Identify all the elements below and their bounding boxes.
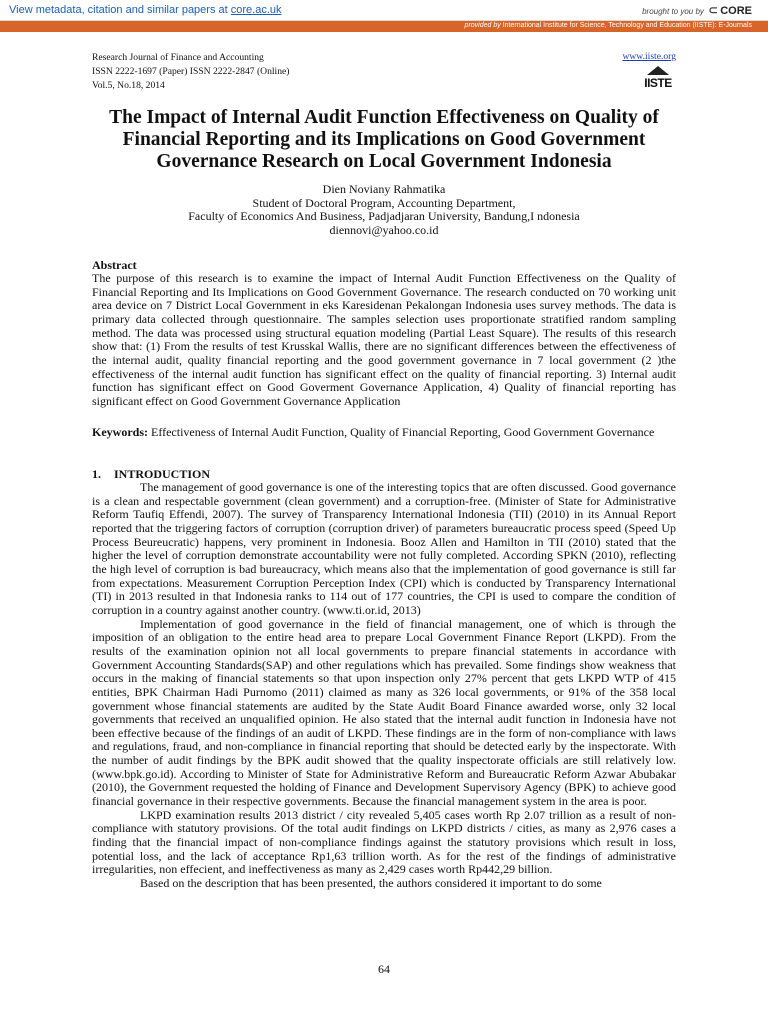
author-name: Dien Noviany Rahmatika [322,182,446,196]
page-number: 64 [378,962,390,976]
abstract-text: The purpose of this research is to examine the impact of Internal Audit Function Effectiveness on the Quality of Financial Reporting and Its Implications on Good Government Governance. The research conducted on 70 working unit area device on 7 District Local Government in eks Karesidenan Pekalongan Indonesia uses survey methods. The data is primary data collected through questionnaire. The samples selection uses proportionate stratified random sampling method. The data was processed using structural equation modeling (Partial Least Square). The results of this research show that: (1) From the results of test Krusskal Wallis, there are no significant differences between the effectiveness of the internal audit, quality financial reporting and the good government governance in 7 local government (2 )the effectiveness of the internal audit function has significant effect on the quality of financial reporting. 3) Internal audit function has significant effect on Good Goverment Governance Application, 4) Quality of financial reporting has significant effect on Good Government Governance Application [92,271,676,408]
core-brought-by [642,3,752,17]
section-title: INTRODUCTION [114,467,211,481]
paragraph: LKPD examination results 2013 district / city revealed 5,405 cases worth Rp 2.07 trillion as a result of non-compliance with statutory provisions. Of the total audit findings on LKPD districts / cities, as many as 2,976 cases a finding that the financial impact of non-compliance findings against the statutory provisions which result in loss, potential loss, and the lack of acceptance Rp1,63 trillion worth. As for the rest of the findings of administrative irregularities, non effecient, and ineffectiveness as many as 2,429 cases worth Rp442,29 billion. [92,807,676,877]
core-metadata-link[interactable] [9,4,282,16]
journal-info [92,51,289,93]
journal-name: Research Journal of Finance and Accounting [92,52,264,63]
author-block [92,183,676,237]
core-site-link[interactable]: core.ac.uk [230,4,282,16]
abstract-heading: Abstract [92,258,137,272]
author-affiliation-1: Student of Doctoral Program, Accounting Department, [252,195,516,210]
journal-issn: ISSN 2222-1697 (Paper) ISSN 2222-2847 (Online) [92,66,290,77]
core-logo-text: CORE [720,5,752,17]
iiste-logo-mark [647,66,669,75]
provider-bar [0,21,768,32]
journal-website-link[interactable]: www.iiste.org [622,51,676,62]
keywords [92,426,676,440]
keywords-text: Effectiveness of Internal Audit Function, Quality of Financial Reporting, Good Government Governance [151,425,655,439]
paragraph: Implementation of good governance in the field of financial management, one of which is through the imposition of an obligation to the entire head area to prepare Local Government Finance Report (LKPD). From the results of the examination opinion not all local governments to prepare financial statements in accordance with Government Accounting Standards(SAP) and other regulations which has prevailed. Some findings show weakness that occurs in the making of financial statements so that upon inspection only 27% percent that gets LKPD WTP of 415 entities, BPK Chairman Hadi Purnomo (2011) claimed as many as 326 local governments, or 91% of the 358 local government whose financial statements are audited by the State Audit Board Finance awarded worse, only 32 local governments that received an unqualified opinion. He also stated that the internal audit function in Indonesia have not been effective because of the findings of an audit of LKPD. These findings are in the form of non-compliance with laws and regulations, fraud, and non-compliance in financial reporting that should be detected early by the inspectorate. With the number of audit findings by the BPK audit showed that the quality inspectorate officials are still relatively low. (www.bpk.go.id). According to Minister of State for Administrative Reform and Bureaucratic Reform Azwar Abubakar (2010), the Government requested the holding of Finance and Development Supervisory Agency (BPK) to achieve good financial governance in their respective governments. Because the financial management system in the area is poor. [92,616,676,809]
journal-volume: Vol.5, No.18, 2014 [92,80,165,91]
core-link-prefix[interactable]: View metadata, citation and similar papers at [9,4,228,16]
core-banner [0,0,768,21]
paper-title: The Impact of Internal Audit Function Effectiveness on Quality of Financial Reporting and its Implications on Good Government Governance Research on Local Government Indonesia [109,107,659,172]
author-affiliation-2: Faculty of Economics And Business, Padjadjaran University, Bandung,I ndonesia [188,209,580,223]
author-email: diennovi@yahoo.co.id [329,222,439,237]
provided-by-label: provided by [464,22,501,29]
introduction-body [92,481,676,891]
brought-to-you-text: brought to you by [642,7,704,16]
provider-name[interactable]: International Institute for Science, Technology and Education (IISTE): E-Journals [502,22,752,29]
paragraph: The management of good governance is one of the interesting topics that are often discussed. Good governance is a clean and respectable government (clean government) and a corruption-free. (Minister of State for Administrative Reform Taufiq Effendi, 2007). The survey of Transparency International Indonesia (TII) (2010) in its Annual Report reported that the triggering factors of corruption (corruption driver) of parameters bureaucratic process speed (Speed Up Process Beureucratic) happens, very prominent in Indonesia. Booz Allen and Hamilton in TII (2010) stated that the higher the level of corruption demonstrate accountability were not fully completed. According SPKN (2010), reflecting the high level of corruption is bad bureaucracy, which means also that the implementation of good governance is still far from expectations. Measurement Corruption Perception Index (CPI) which is conducted by Transparency International (TI) in 2013 resulted in that Indonesia ranks to 114 out of 177 countries, the CPI is used to compare the condition of corruption in a country against another country. (www.ti.or.id, 2013) [92,480,676,617]
core-logo-icon: ⊂ [708,3,719,17]
core-logo[interactable] [706,5,752,17]
section-number: 1. [92,467,101,481]
iiste-logo-text: IISTE [644,76,672,90]
keywords-label: Keywords: [92,425,148,439]
paragraph: Based on the description that has been presented, the authors considered it important to do some [140,876,602,891]
iiste-logo [643,66,673,94]
provider-text [465,22,752,29]
